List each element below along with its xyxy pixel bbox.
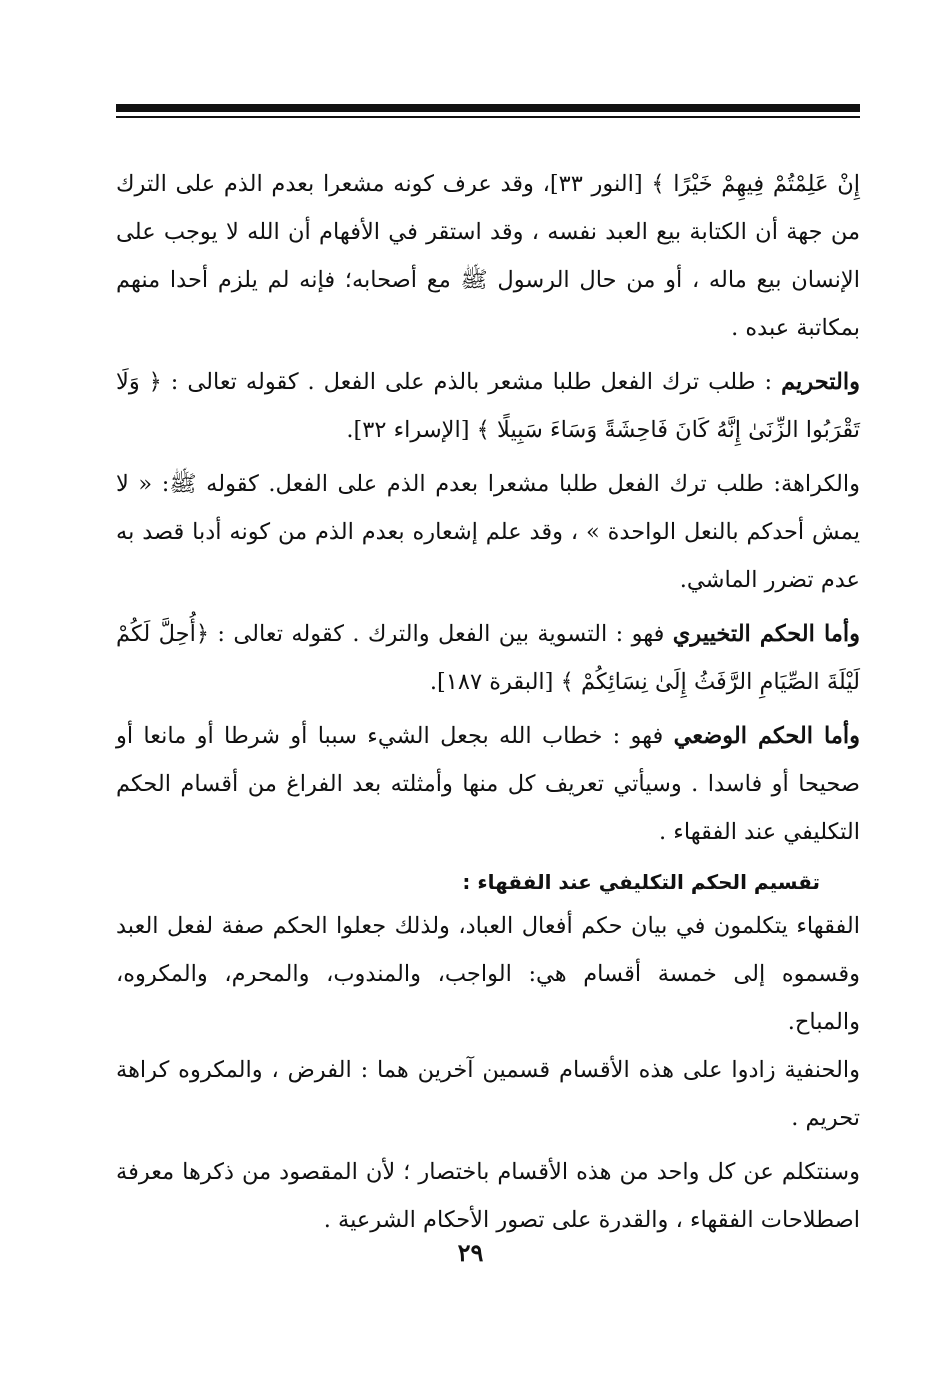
paragraph-karaha: والكراهة: طلب ترك الفعل طلبا مشعرا بعدم الذم على الفعل. كقوله ﷺ: « لا يمش أحدكم بالنعل الواحدة » ، وقد علم إشعاره بعدم الذم من كونه أدبا قصد به عدم تضرر الماشي. xyxy=(116,471,860,593)
page-number: ٢٩ xyxy=(457,1238,484,1267)
paragraph-fuqaha-division: الفقهاء يتكلمون في بيان حكم أفعال العباد، ولذلك جعلوا الحكم صفة لفعل العبد وقسموه إلى خمسة أقسام هي: الواجب، والمندوب، والمحرم، والمكروه، والمباح. xyxy=(116,913,860,1035)
paragraph-wadi-text: فهو : خطاب الله بجعل الشيء سببا أو شرطا أو مانعا أو صحيحا أو فاسدا . وسيأتي تعريف كل منها وأمثلته بعد الفراغ من أقسام الحكم التكليفي عند الفقهاء . xyxy=(116,723,860,845)
paragraph-makataba-continuation: إِنْ عَلِمْتُمْ فِيهِمْ خَيْرًا ﴾ [النور ٣٣]، وقد عرف كونه مشعرا بعدم الذم على الترك من جهة أن الكتابة بيع العبد نفسه ، وقد استقر في الأفهام أن الله لا يوجب على الإنسان بيع ماله ، أو من حال الرسول ﷺ مع أصحابه؛ فإنه لم يلزم أحدا منهم بمكاتبة عبده . xyxy=(116,171,860,341)
paragraph-conclusion: وسنتكلم عن كل واحد من هذه الأقسام باختصار ؛ لأن المقصود من ذكرها معرفة اصطلاحات الفقهاء ، والقدرة على تصور الأحكام الشرعية . xyxy=(116,1159,860,1233)
paragraph-tahrim-text: : طلب ترك الفعل طلبا مشعر بالذم على الفعل . كقوله تعالى : ﴿ وَلَا تَقْرَبُوا الزِّنَىٰ إِنَّهُ كَانَ فَاحِشَةً وَسَاءَ سَبِيلًا ﴾ [الإسراء ٣٢]. xyxy=(116,369,860,443)
paragraph-takhyiri-text: فهو : التسوية بين الفعل والترك . كقوله تعالى : ﴿أُحِلَّ لَكُمْ لَيْلَةَ الصِّيَامِ الرَّفَثُ إِلَىٰ نِسَائِكُمْ ﴾ [البقرة ١٨٧]. xyxy=(116,621,860,695)
paragraph-wadi xyxy=(116,712,860,856)
paragraph-takhyiri xyxy=(116,610,860,706)
term-tahrim: والتحريم xyxy=(781,369,860,395)
section-heading: تقسيم الحكم التكليفي عند الفقهاء : xyxy=(462,870,820,894)
paragraph-hanafiyya: والحنفية زادوا على هذه الأقسام قسمين آخرين هما : الفرض ، والمكروه كراهة تحريم . xyxy=(116,1057,860,1131)
page-body xyxy=(116,160,860,1250)
term-wadi: وأما الحكم الوضعي xyxy=(673,723,860,749)
header-rule-thin xyxy=(116,116,860,118)
header-rule-thick xyxy=(116,104,860,112)
term-takhyiri: وأما الحكم التخييري xyxy=(672,621,860,647)
paragraph-tahrim xyxy=(116,358,860,454)
